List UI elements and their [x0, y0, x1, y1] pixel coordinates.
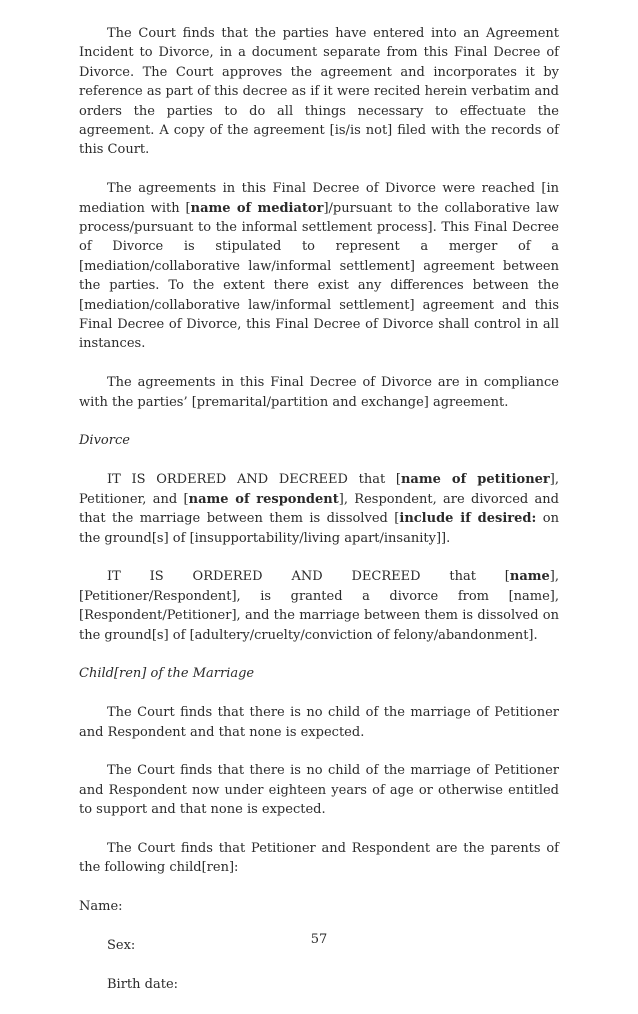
sex-field-label: Sex:	[107, 937, 136, 953]
children-heading: Child[ren] of the Marriage	[79, 666, 255, 682]
compliance-paragraph: The agreements in this Final Decree of Divorce are in compliance with the parties’ [premarital/partition and exchange] agreement.	[79, 375, 559, 410]
ordered1-text-c: ], Petitioner, and [	[79, 472, 559, 507]
no-child-paragraph: The Court finds that there is no child of the marriage of Petitioner and Respondent and that none is expected.	[79, 705, 559, 740]
ordered2-text-b: ], [Petitioner/Respondent], is granted a divorce from [name], [Respondent/Petitioner], and the marriage between them is dissolved on the ground[s] of [adultery/cruelty/conviction of felony/abandonment].	[79, 569, 559, 643]
birth-date-field-label: Birth date:	[107, 976, 179, 992]
petitioner-name-placeholder: name of petitioner	[400, 472, 550, 488]
ordered-paragraph-1	[79, 470, 559, 548]
ordered-paragraph-2	[79, 567, 559, 645]
name-placeholder: name	[509, 569, 550, 585]
agreement-incident-paragraph: The Court finds that the parties have entered into an Agreement Incident to Divorce, in a document separate from this Final Decree of Divorce. The Court approves the agreement and incorporates it by reference as part of this decree as if it were recited herein verbatim and orders the parties to do all things necessary to effectuate the agreement. A copy of the agreement [is/is not] filed with the records of this Court.	[79, 26, 559, 158]
mediator-name-placeholder: name of mediator	[190, 200, 324, 216]
ordered1-text-d: ], Respondent, are divorced and that the marriage between them is dissolved [	[79, 491, 560, 527]
mediation-paragraph	[79, 179, 559, 354]
respondent-name-placeholder: name of respondent	[188, 491, 339, 507]
no-minor-child-paragraph: The Court finds that there is no child of the marriage of Petitioner and Respondent now under eighteen years of age or otherwise entitled to support and that none is expected.	[79, 763, 559, 818]
name-field-label: Name:	[79, 899, 123, 915]
ordered2-text-a: IT IS ORDERED AND DECREED that [	[107, 569, 510, 585]
mediation-text-2: ]/pursuant to the collaborative law process/pursuant to the informal settlement process]. This Final Decree of Divorce is stipulated to represent a merger of a [mediation/collaborative law/informal settlement] agreement between the parties. To the extent there exist any differences between the [mediation/collaborative law/informal settlement] agreement and this Final Decree of Divorce, this Final Decree of Divorce shall control in all instances.	[79, 200, 559, 352]
ordered1-text-e: on the ground[s] of [insupportability/living apart/insanity]].	[79, 511, 559, 546]
include-if-desired-label: include if desired:	[399, 511, 537, 527]
parents-of-paragraph: The Court finds that Petitioner and Respondent are the parents of the following child[ren]:	[79, 840, 559, 876]
page-body	[79, 24, 559, 1014]
ordered1-text-a: IT IS ORDERED AND DECREED that [	[107, 472, 401, 488]
mediation-text-1: The agreements in this Final Decree of Divorce were reached [in mediation with [	[79, 181, 559, 216]
page-number: 57	[310, 932, 328, 947]
divorce-heading: Divorce	[79, 433, 130, 449]
